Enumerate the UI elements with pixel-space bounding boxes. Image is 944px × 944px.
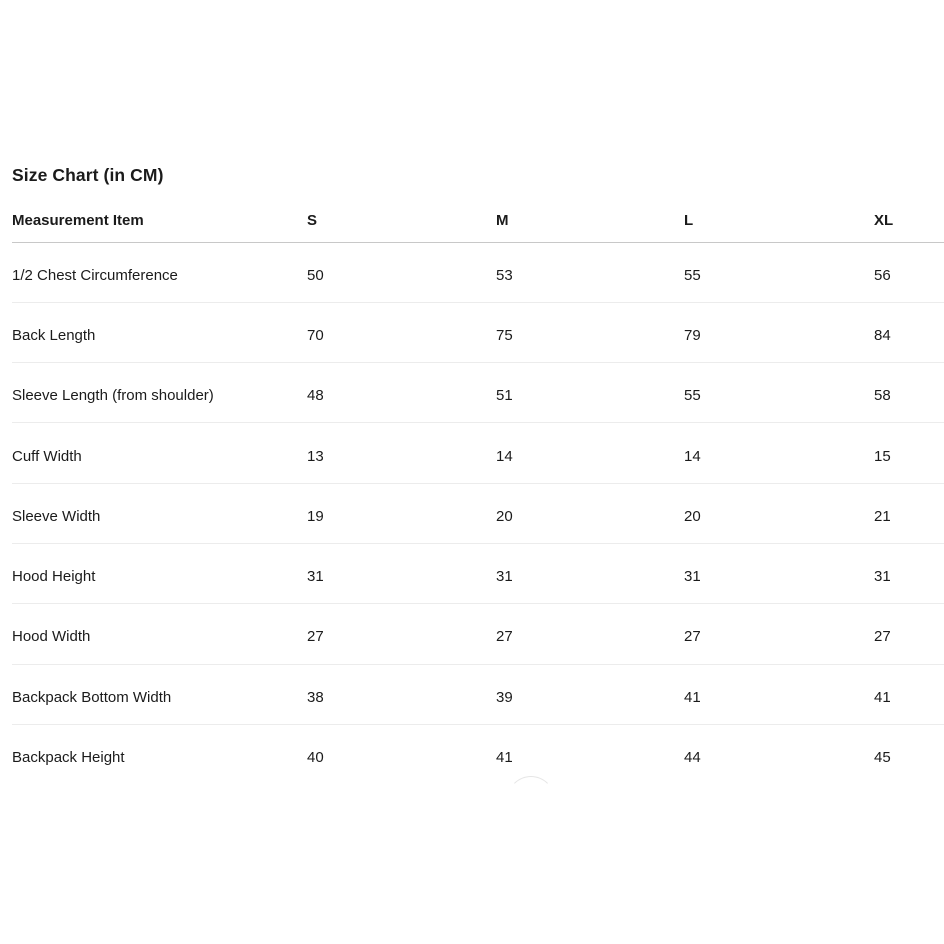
cell-value: 20 — [496, 483, 684, 543]
column-header-size-m: M — [496, 200, 684, 242]
cell-value: 53 — [496, 242, 684, 302]
cell-value: 31 — [874, 543, 944, 603]
cell-value: 31 — [684, 543, 874, 603]
cell-value: 27 — [874, 604, 944, 664]
cell-value: 39 — [496, 664, 684, 724]
cell-value: 14 — [496, 423, 684, 483]
table-row — [12, 664, 944, 724]
row-label: Cuff Width — [12, 423, 307, 483]
cell-value: 45 — [874, 749, 891, 767]
cell-value: 56 — [874, 242, 944, 302]
size-chart-title: Size Chart (in CM) — [12, 165, 164, 185]
cell-value: 58 — [874, 363, 944, 423]
table-row — [12, 543, 944, 603]
row-label: Sleeve Width — [12, 483, 307, 543]
table-row — [12, 483, 944, 543]
row-label: Hood Width — [12, 604, 307, 664]
cell-value: 21 — [874, 483, 944, 543]
cell-value: 48 — [307, 363, 496, 423]
row-label: Backpack Bottom Width — [12, 664, 307, 724]
table-row — [12, 242, 944, 302]
cell-value: 27 — [684, 604, 874, 664]
cell-value: 40 — [307, 749, 324, 767]
column-header-size-l: L — [684, 200, 874, 242]
row-label: Backpack Height — [12, 749, 125, 767]
row-label: Sleeve Length (from shoulder) — [12, 363, 307, 423]
cell-value: 55 — [684, 363, 874, 423]
column-header-size-s: S — [307, 200, 496, 242]
cell-value: 31 — [307, 543, 496, 603]
cell-value: 31 — [496, 543, 684, 603]
cell-value: 41 — [874, 664, 944, 724]
cell-value: 70 — [307, 302, 496, 362]
table-row — [12, 423, 944, 483]
cell-value: 19 — [307, 483, 496, 543]
cell-value: 79 — [684, 302, 874, 362]
cell-value: 14 — [684, 423, 874, 483]
table-row — [12, 724, 944, 784]
cell-value: 38 — [307, 664, 496, 724]
row-label: Hood Height — [12, 543, 307, 603]
cell-value: 41 — [684, 664, 874, 724]
table-row — [12, 363, 944, 423]
cell-value: 84 — [874, 302, 944, 362]
row-label: 1/2 Chest Circumference — [12, 242, 307, 302]
cell-value: 15 — [874, 423, 944, 483]
row-label: Back Length — [12, 302, 307, 362]
cell-value: 27 — [307, 604, 496, 664]
cell-value: 75 — [496, 302, 684, 362]
cell-value: 13 — [307, 423, 496, 483]
cell-value: 55 — [684, 242, 874, 302]
cell-value: 50 — [307, 242, 496, 302]
size-chart-table — [12, 200, 944, 785]
table-header-row — [12, 200, 944, 242]
loading-spinner-icon — [507, 776, 555, 824]
cell-value: 20 — [684, 483, 874, 543]
column-header-measurement-item: Measurement Item — [12, 200, 307, 242]
column-header-size-xl: XL — [874, 200, 944, 242]
table-row — [12, 604, 944, 664]
cell-value: 41 — [496, 749, 513, 767]
cell-value: 44 — [684, 749, 701, 767]
table-row — [12, 302, 944, 362]
cell-value: 27 — [496, 604, 684, 664]
cell-value: 51 — [496, 363, 684, 423]
